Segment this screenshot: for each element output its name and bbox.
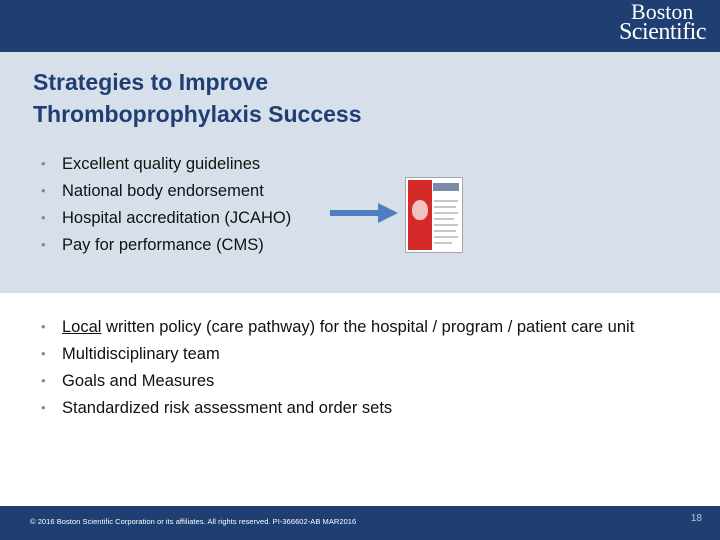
- bullet-item: • Excellent quality guidelines: [33, 152, 291, 179]
- cover-text-line: [434, 206, 456, 208]
- header-bar: [0, 0, 720, 52]
- bullet-item: • Goals and Measures: [33, 369, 634, 396]
- bullet-item: • Standardized risk assessment and order sets: [33, 396, 634, 423]
- bullet-text: written policy (care pathway) for the hospital / program / patient care unit: [101, 318, 635, 336]
- logo-line-2: Scientific: [619, 19, 706, 45]
- bullet-item: • Multidisciplinary team: [33, 342, 634, 369]
- cover-masthead: [433, 183, 459, 191]
- cover-text-line: [434, 230, 456, 232]
- page-number: 18: [690, 513, 702, 524]
- logo-line-1: Boston: [631, 0, 694, 24]
- slide-title: Strategies to Improve Thromboprophylaxis Success: [33, 69, 362, 127]
- bullet-item: • Pay for performance (CMS): [33, 233, 291, 260]
- lungs-illustration: [412, 200, 428, 220]
- bullet-item: • Hospital accreditation (JCAHO): [33, 206, 291, 233]
- cover-text-line: [434, 242, 452, 244]
- lower-bullet-list: [33, 315, 634, 423]
- copyright-text: © 2016 Boston Scientific Corporation or its affiliates. All rights reserved. PI-366602-AB MAR2016: [30, 517, 357, 526]
- cover-text-line: [434, 212, 458, 214]
- chest-journal-cover: [405, 177, 463, 253]
- cover-text-line: [434, 236, 458, 238]
- cover-text-line: [434, 224, 458, 226]
- bullet-item: • National body endorsement: [33, 179, 291, 206]
- underlined-word: Local: [62, 318, 102, 336]
- upper-bullet-list: [33, 152, 291, 260]
- arrow-right-icon: [330, 203, 398, 223]
- boston-scientific-logo: [619, 0, 706, 45]
- cover-text-line: [434, 200, 458, 202]
- cover-text-line: [434, 218, 454, 220]
- bullet-item: [33, 315, 634, 342]
